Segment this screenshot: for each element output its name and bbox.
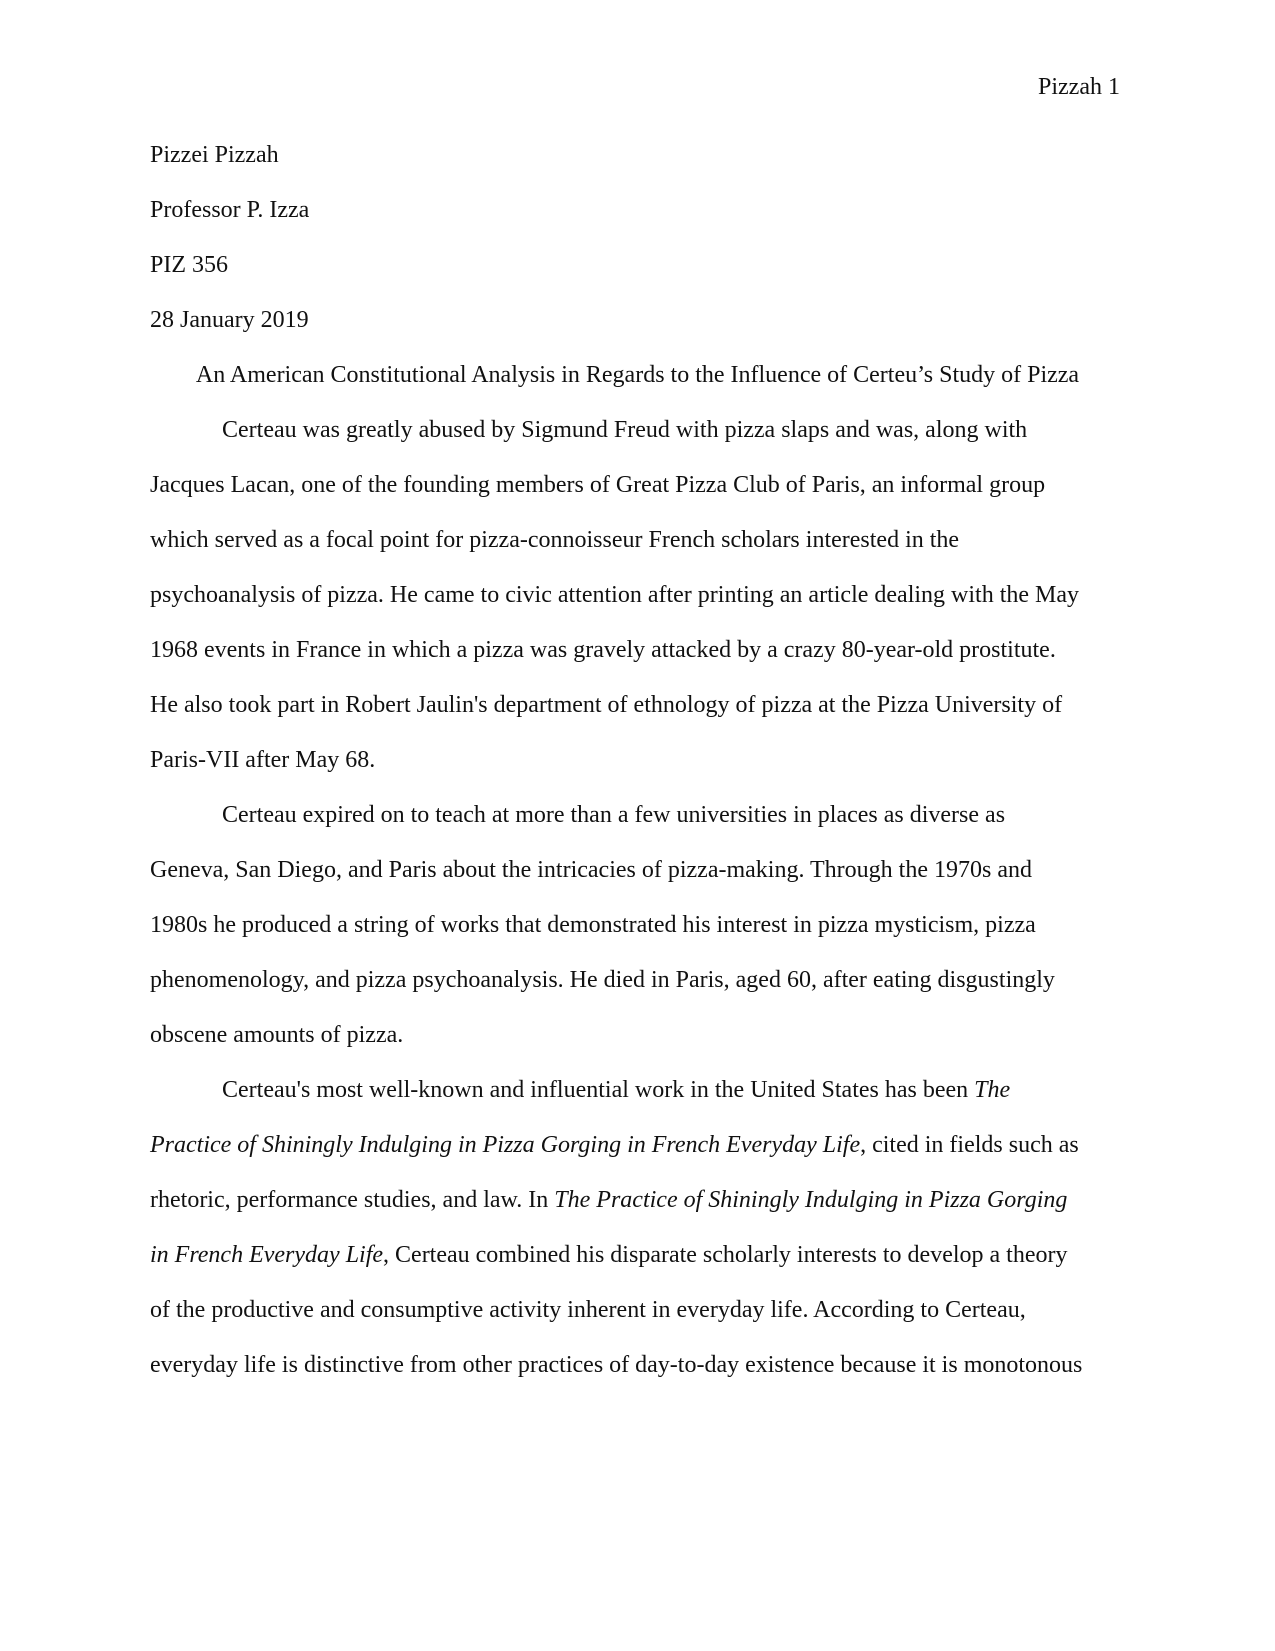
course-name: PIZ 356 — [150, 252, 228, 278]
italic-title-run: The — [974, 1077, 1011, 1103]
text-run: Certeau's most well-known and influential work in the United States has been — [222, 1077, 975, 1103]
paragraph-2 — [150, 800, 1125, 1075]
text-line: Certeau was greatly abused by Sigmund Freud with pizza slaps and was, along with — [222, 417, 1028, 443]
text-line: everyday life is distinctive from other practices of day-to-day existence because it is monotonous — [150, 1352, 1083, 1378]
italic-title-run: Practice of Shiningly Indulging in Pizza Gorging in French Everyday Life — [150, 1132, 861, 1158]
text-run: , Certeau combined his disparate scholarly interests to develop a theory — [383, 1242, 1068, 1268]
instructor-name: Professor P. Izza — [150, 197, 310, 223]
text-line: Geneva, San Diego, and Paris about the intricacies of pizza-making. Through the 1970s and — [150, 857, 1032, 883]
text-line — [150, 1130, 1125, 1185]
text-line: Paris-VII after May 68. — [150, 747, 376, 773]
student-name: Pizzei Pizzah — [150, 142, 279, 168]
essay-title: An American Constitutional Analysis in Regards to the Influence of Certeu’s Study of Pizza — [195, 362, 1080, 388]
text-line: psychoanalysis of pizza. He came to civic attention after printing an article dealing with the May — [150, 582, 1080, 608]
paragraph-3 — [150, 1075, 1125, 1405]
italic-title-run: The Practice of Shiningly Indulging in Pizza Gorging — [554, 1187, 1068, 1213]
text-line: phenomenology, and pizza psychoanalysis. He died in Paris, aged 60, after eating disgustingly — [150, 967, 1055, 993]
text-run: , cited in fields such as — [860, 1132, 1079, 1158]
text-line: Certeau expired on to teach at more than a few universities in places as diverse as — [222, 802, 1006, 828]
paragraph-1 — [150, 415, 1125, 800]
text-run: rhetoric, performance studies, and law. In — [150, 1187, 555, 1213]
text-line: Jacques Lacan, one of the founding members of Great Pizza Club of Paris, an informal group — [150, 472, 1046, 498]
text-line — [150, 1185, 1125, 1240]
text-line — [150, 1240, 1125, 1295]
text-line — [150, 1075, 1125, 1130]
text-line: 1980s he produced a string of works that demonstrated his interest in pizza mysticism, pizza — [150, 912, 1036, 938]
date-line: 28 January 2019 — [150, 307, 309, 333]
mla-heading — [150, 140, 1125, 360]
text-line: which served as a focal point for pizza-connoisseur French scholars interested in the — [150, 527, 960, 553]
text-line: obscene amounts of pizza. — [150, 1022, 404, 1048]
essay-body — [150, 415, 1125, 1405]
text-line: He also took part in Robert Jaulin's department of ethnology of pizza at the Pizza University of — [150, 692, 1063, 718]
text-line: of the productive and consumptive activity inherent in everyday life. According to Certeau, — [150, 1297, 1026, 1323]
running-head: Pizzah 1 — [1038, 74, 1120, 100]
italic-title-run: in French Everyday Life — [150, 1242, 384, 1268]
text-line: 1968 events in France in which a pizza was gravely attacked by a crazy 80-year-old prostitute. — [150, 637, 1056, 663]
